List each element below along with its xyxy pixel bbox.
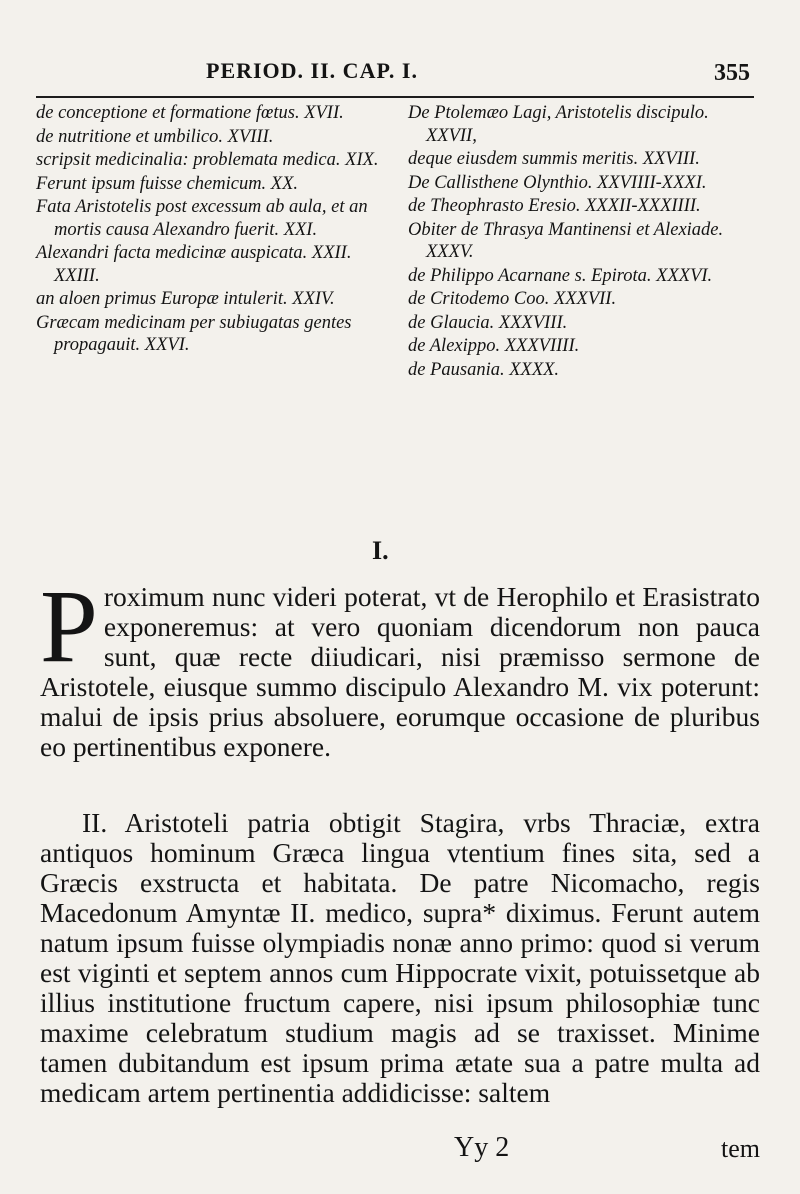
summary-entry: de Theophrasto Eresio. XXXII-XXXIIII.	[408, 196, 701, 216]
summary-entry: de Alexippo. XXXVIIII.	[408, 336, 580, 356]
summary-column-right	[408, 102, 758, 382]
summary-entry: De Ptolemæo Lagi, Aristotelis discipulo. XXVII,	[408, 103, 709, 146]
summary-entry: de Philippo Acarnane s. Epirota. XXXVI.	[408, 265, 713, 286]
summary-entry: Obiter de Thrasya Mantinensi et Alexiade. XXXV.	[408, 219, 724, 262]
drop-cap: P	[40, 569, 98, 684]
running-title: PERIOD. II. CAP. I.	[206, 58, 418, 83]
header-rule	[36, 96, 754, 98]
summary-entry: de Pausania. XXXX.	[408, 359, 560, 380]
page-footer	[40, 1132, 760, 1172]
page-header	[36, 58, 758, 96]
summary-entry: scripsit medicinalia: problemata medica. XIX.	[36, 150, 379, 170]
summary-entry: deque eiusdem summis meritis. XXVIII.	[408, 149, 700, 169]
summary-entry: de Glaucia. XXXVIII.	[408, 312, 568, 333]
summary-column-left	[36, 102, 390, 358]
paragraph-1-text: roximum nunc videri poterat, vt de Herophilo et Erasistrato exponeremus: at vero quoniam dicendorum non pauca sunt, quæ recte diiudicari, nisi præmisso sermone de Aristotele, eiusque summo discipulo Alexandro M. vix poterunt: malui de ipsis prius absoluere, eorumque occasione de pluribus eo pertinentibus exponere.	[40, 581, 760, 762]
summary-entry: Fata Aristotelis post excessum ab aula, et an mortis causa Alexandro fuerit. XXI.	[36, 197, 368, 240]
signature-mark: Yy 2	[454, 1132, 510, 1163]
page-number: 355	[714, 60, 750, 86]
catchword: tem	[721, 1134, 760, 1163]
summary-entry: Græcam medicinam per subiugatas gentes propagauit. XXVI.	[36, 312, 352, 355]
summary-entry: Ferunt ipsum fuisse chemicum. XX.	[36, 173, 299, 194]
summary-entry: De Callisthene Olynthio. XXVIIII-XXXI.	[408, 172, 707, 193]
chapter-summary	[36, 102, 758, 532]
paragraph-2: II. Aristoteli patria obtigit Stagira, vrbs Thraciæ, extra antiquos hominum Græca lingua vtentium fines sita, sed a Græcis exstructa et habitata. De patre Nicomacho, regis Macedonum Amyntæ II. medico, supra* diximus. Ferunt autem natum ipsum fuisse olympiadis nonæ anno primo: quod si verum est viginti et septem annos cum Hippocrate vixit, potuissetque ab illius institutione fructum capere, nisi ipsum philosophiæ tunc maxime celebratum studium magis ad se traxisset. Minime tamen dubitandum est ipsum prima ætate sua a patre multa ad medicam artem pertinentia addidicisse: saltem	[40, 807, 760, 1108]
paragraph-1	[40, 569, 760, 794]
section-numeral: I.	[372, 536, 389, 565]
summary-entry: de Critodemo Coo. XXXVII.	[408, 289, 617, 309]
body-text	[40, 569, 760, 1108]
summary-entry: de conceptione et formatione fœtus. XVII.	[36, 103, 344, 123]
summary-entry: Alexandri facta medicinæ auspicata. XXII. XXIII.	[36, 243, 352, 286]
summary-entry: de nutritione et umbilico. XVIII.	[36, 126, 274, 147]
summary-entry: an aloen primus Europæ intulerit. XXIV.	[36, 289, 335, 309]
